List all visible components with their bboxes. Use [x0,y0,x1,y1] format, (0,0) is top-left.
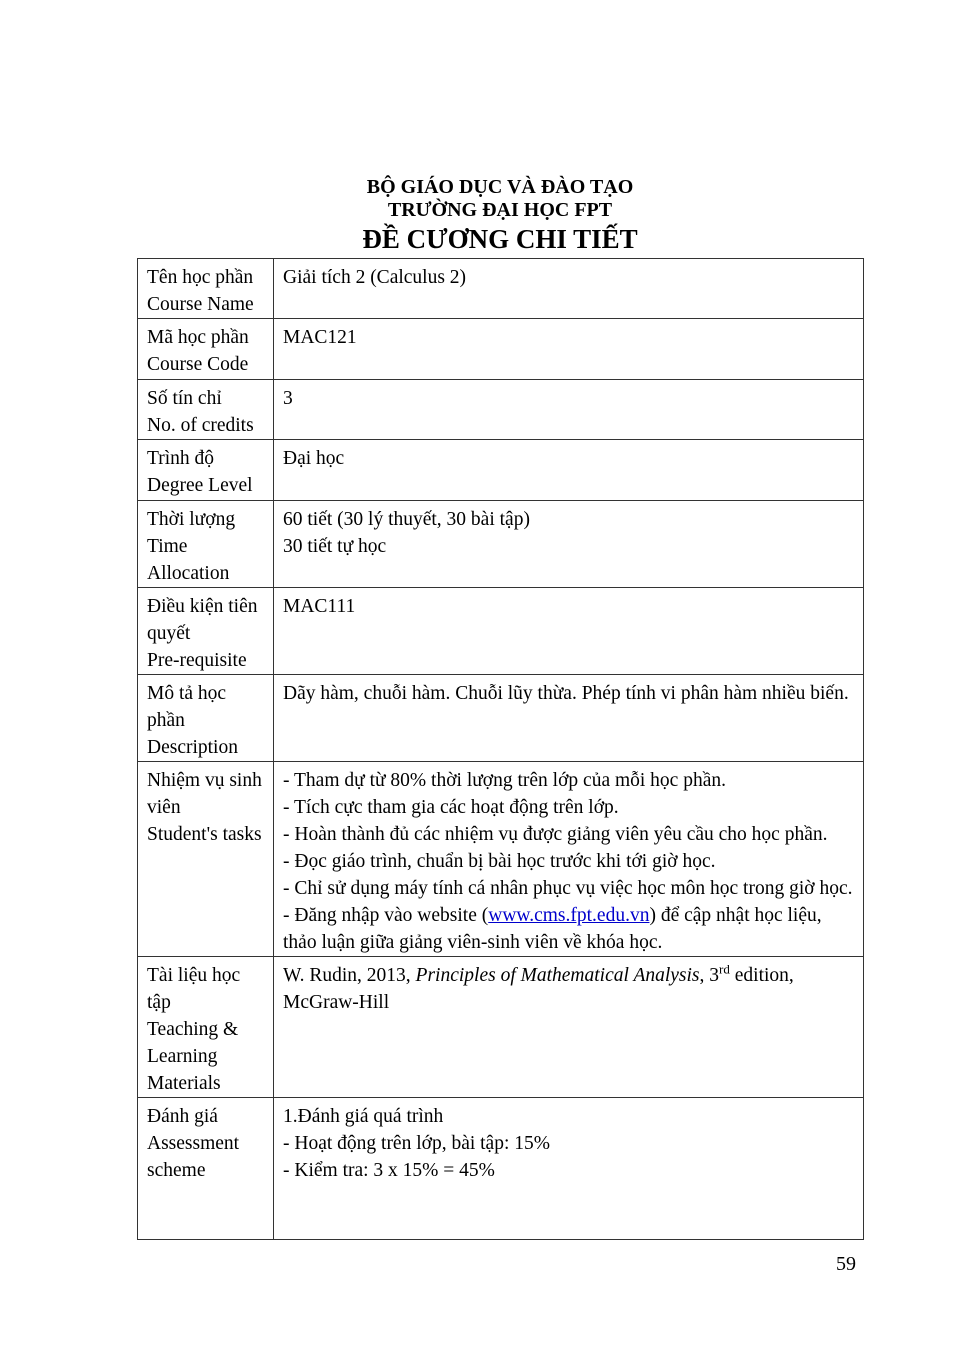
row-label-vi: Nhiệm vụ sinh viên [147,770,262,818]
assessment-line: - Kiểm tra: 3 x 15% = 45% [283,1160,495,1181]
label-cell [138,440,274,501]
website-line-pre: - Đăng nhập vào website ( [283,905,489,926]
row-label-vi: Mô tả học phần [147,683,227,731]
row-label-en: Degree Level [147,475,253,496]
page-number: 59 [836,1253,856,1275]
row-value: Dãy hàm, chuỗi hàm. Chuỗi lũy thừa. Phép tính vi phân hàm nhiều biến. [283,683,849,704]
row-label-vi: Tên học phần [147,267,254,288]
value-cell [274,380,864,440]
row-label-vi: Thời lượng [147,509,236,530]
assessment-line: - Hoạt động trên lớp, bài tập: 15% [283,1133,551,1154]
label-cell [138,675,274,762]
table-row-time-allocation [138,501,864,588]
task-item-website [283,902,854,956]
row-value: MAC121 [283,327,357,348]
row-value: 3 [283,388,293,409]
label-cell [138,1098,274,1240]
value-cell [274,762,864,957]
task-item: - Tham dự từ 80% thời lượng trên lớp của mỗi học phần. [283,770,726,791]
label-cell [138,762,274,957]
label-cell [138,259,274,319]
reference-citation [283,962,854,1016]
label-cell [138,319,274,380]
task-item: - Hoàn thành đủ các nhiệm vụ được giảng viên yêu cầu cho học phần. [283,824,828,845]
row-value: 30 tiết tự học [283,536,387,557]
row-label-en: Time Allocation [147,536,230,584]
assessment-line: 1.Đánh giá quá trình [283,1106,444,1127]
table-row-credits [138,380,864,440]
label-cell [138,957,274,1098]
table-row-student-tasks [138,762,864,957]
website-line-post: ) để cập nhật học liệu, thảo luận giữa giảng viên-sinh viên về khóa học. [283,905,822,953]
row-label-en: Course Name [147,294,254,315]
table-row-course-name [138,259,864,319]
reference-pre: W. Rudin, 2013, [283,965,416,986]
cms-website-link[interactable]: www.cms.fpt.edu.vn [488,905,650,926]
row-label-en: Assessment scheme [147,1133,240,1181]
task-item: - Đọc giáo trình, chuẩn bị bài học trước khi tới giờ học. [283,851,716,872]
label-cell [138,588,274,675]
reference-edition-ordinal: rd [719,961,730,977]
document-header [137,176,863,254]
table-row-degree-level [138,440,864,501]
table-row-materials [138,957,864,1098]
value-cell [274,588,864,675]
ministry-header: BỘ GIÁO DỤC VÀ ĐÀO TẠO [366,176,634,198]
row-label-en: Description [147,737,238,758]
value-cell [274,957,864,1098]
row-label-en: Student's tasks [147,824,262,845]
row-value: MAC111 [283,596,356,617]
table-row-prerequisite [138,588,864,675]
row-label-vi: Số tín chỉ [147,388,222,409]
reference-post: edition, McGraw-Hill [283,965,794,1013]
value-cell [274,259,864,319]
table-row-course-code [138,319,864,380]
label-cell [138,501,274,588]
table-row-assessment [138,1098,864,1240]
row-label-en: Teaching & Learning Materials [147,1019,239,1094]
reference-mid: , 3 [699,965,720,986]
table-row-description [138,675,864,762]
row-label-en: Pre-requisite [147,650,247,671]
syllabus-table [137,258,864,1240]
row-label-en: Course Code [147,354,249,375]
row-label-vi: Mã học phần [147,327,249,348]
task-item: - Tích cực tham gia các hoạt động trên lớp. [283,797,619,818]
value-cell [274,319,864,380]
row-value: Đại học [283,448,345,469]
task-item: - Chỉ sử dụng máy tính cá nhân phục vụ việc học môn học trong giờ học. [283,878,853,899]
value-cell [274,440,864,501]
row-label-vi: Điều kiện tiên quyết [147,596,258,644]
university-header: TRƯỜNG ĐẠI HỌC FPT [387,199,613,221]
document-title: ĐỀ CƯƠNG CHI TIẾT [362,224,638,254]
value-cell [274,1098,864,1240]
row-value: 60 tiết (30 lý thuyết, 30 bài tập) [283,509,530,530]
row-label-vi: Trình độ [147,448,215,469]
reference-book-title: Principles of Mathematical Analysis [415,965,700,986]
row-label-vi: Đánh giá [147,1106,218,1127]
value-cell [274,675,864,762]
row-value: Giải tích 2 (Calculus 2) [283,267,467,288]
row-label-en: No. of credits [147,415,254,436]
value-cell [274,501,864,588]
row-label-vi: Tài liệu học tập [147,965,241,1013]
label-cell [138,380,274,440]
